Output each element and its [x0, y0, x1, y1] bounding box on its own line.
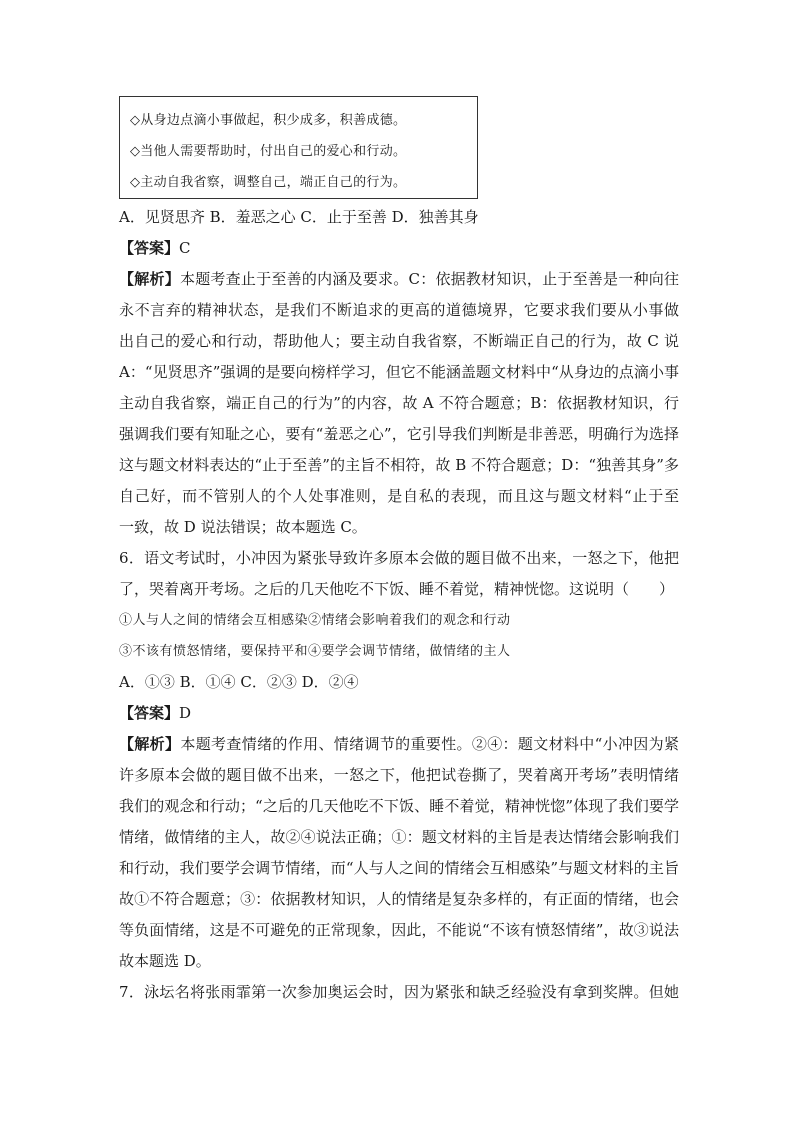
q6-analysis-line: 和行动，我们要学会调节情绪，而“人与人之间的情绪会互相感染”与题文材料的主旨: [119, 859, 679, 877]
analysis-tag: 【解析】: [119, 735, 181, 753]
material-line: ◇从身边点滴小事做起，积少成多，积善成德。: [130, 113, 407, 128]
q6-options: A．①③ B．①④ C．②③ D．②④: [119, 673, 359, 691]
q5-analysis-line: [119, 264, 679, 295]
q5-analysis-line: 主动自我省察，端正自己的行为”的内容，故 A 不符合题意；B：依据教材知识，行: [119, 394, 679, 412]
analysis-tag: 【解析】: [119, 270, 180, 288]
q5-analysis-line: 出自己的爱心和行动，帮助他人；要主动自我省察，不断端正自己的行为，故 C 说: [119, 332, 679, 350]
q7-stem-line: 7．泳坛名将张雨霏第一次参加奥运会时，因为紧张和缺乏经验没有拿到奖牌。但她: [119, 983, 679, 1001]
q6-answer: [119, 698, 679, 729]
q5-answer: [119, 233, 679, 264]
answer-tag: 【答案】: [119, 704, 180, 722]
q5-analysis-line: 自己好，而不管别人的个人处事准则，是自私的表现，而且这与题文材料“止于至: [119, 487, 679, 505]
document-body: [119, 202, 679, 1008]
material-line: ◇当他人需要帮助时，付出自己的爱心和行动。: [130, 144, 407, 159]
q6-analysis-line: 故①不符合题意；③：依据教材知识，人的情绪是复杂多样的，有正面的情绪，也会: [119, 890, 679, 908]
q5-analysis-line: 一致，故 D 说法错误；故本题选 C。: [119, 518, 367, 536]
q5-analysis-line: A：“见贤思齐”强调的是要向榜样学习，但它不能涵盖题文材料中“从身边的点滴小事: [119, 363, 679, 381]
analysis-text: 本题考查情绪的作用、情绪调节的重要性。②④：题文材料中“小冲因为紧: [180, 735, 679, 753]
q6-analysis-line: 等负面情绪，这是不可避免的正常现象，因此，不能说“不该有愤怒情绪”，故③说法: [119, 921, 679, 939]
answer-tag: 【答案】: [119, 239, 180, 257]
q6-analysis-line: [119, 729, 679, 760]
q5-options: A．见贤思齐 B．羞恶之心 C．止于至善 D．独善其身: [119, 208, 479, 226]
q5-analysis-line: 永不言弃的精神状态，是我们不断追求的更高的道德境界，它要求我们要从小事做: [119, 301, 679, 319]
q6-analysis-line: 许多原本会做的题目做不出来，一怒之下，他把试卷撕了，哭着离开考场”表明情绪: [119, 766, 679, 784]
q6-analysis-line: 情绪，做情绪的主人，故②④说法正确；①：题文材料的主旨是表达情绪会影响我们: [119, 828, 679, 846]
material-line: ◇主动自我省察，调整自己，端正自己的行为。: [130, 175, 407, 190]
answer-value: C: [179, 239, 191, 257]
material-box: [119, 96, 478, 199]
q6-analysis-line: 故本题选 D。: [119, 952, 211, 970]
q5-analysis-line: 这与题文材料表达的“止于至善”的主旨不相符，故 B 不符合题意；D：“独善其身”多: [119, 456, 679, 474]
q5-analysis-line: 强调我们要有知耻之心，要有“羞恶之心”，它引导我们判断是非善恶，明确行为选择: [119, 425, 679, 443]
analysis-text: 本题考查止于至善的内涵及要求。C：依据教材知识，止于至善是一种向往: [179, 270, 679, 288]
q6-statement: ③不该有愤怒情绪，要保持平和④要学会调节情绪，做情绪的主人: [119, 644, 511, 659]
q6-analysis-line: 我们的观念和行动；“之后的几天他吃不下饭、睡不着觉，精神恍惚”体现了我们要学: [119, 797, 679, 815]
q6-statement: ①人与人之间的情绪会互相感染②情绪会影响着我们的观念和行动: [119, 613, 511, 628]
q6-stem-line: 了，哭着离开考场。之后的几天他吃不下饭、睡不着觉，精神恍惚。这说明（ ）: [119, 580, 675, 598]
q6-stem-line: 6．语文考试时，小冲因为紧张导致许多原本会做的题目做不出来，一怒之下，他把: [119, 549, 679, 567]
answer-value: D: [179, 704, 192, 722]
